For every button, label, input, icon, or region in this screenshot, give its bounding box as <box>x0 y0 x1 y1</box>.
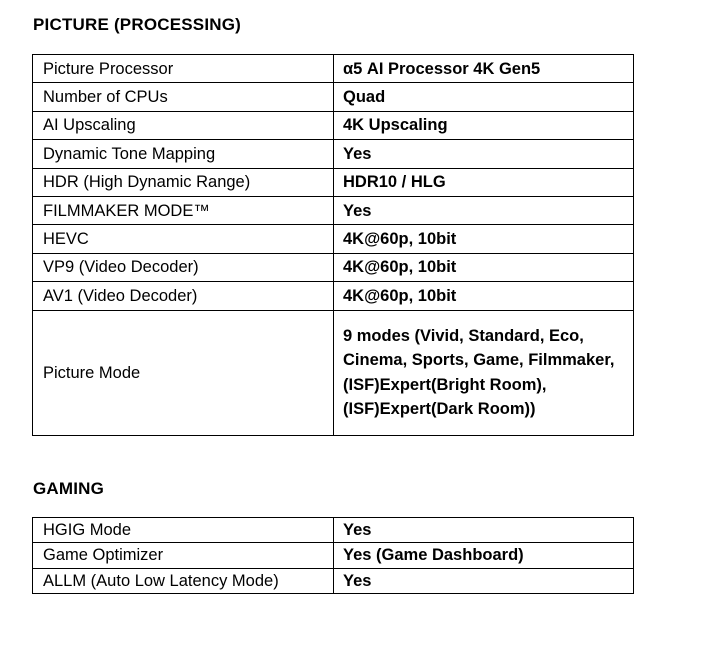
spec-value: HDR10 / HLG <box>334 168 634 196</box>
spec-label: Number of CPUs <box>33 83 334 111</box>
table-row <box>33 282 634 310</box>
spec-value: Yes <box>334 196 634 224</box>
section-heading-picture-processing: PICTURE (PROCESSING) <box>33 15 242 34</box>
table-row <box>33 225 634 253</box>
spec-value: 4K@60p, 10bit <box>334 225 634 253</box>
spec-table-picture-processing <box>32 54 634 436</box>
spec-value: 4K Upscaling <box>334 111 634 139</box>
section-heading-gaming: GAMING <box>33 479 105 498</box>
spec-value: α5 AI Processor 4K Gen5 <box>334 55 634 83</box>
spec-value: Yes <box>334 518 634 543</box>
spec-label: HDR (High Dynamic Range) <box>33 168 334 196</box>
spec-label: HGIG Mode <box>33 518 334 543</box>
spec-label: AI Upscaling <box>33 111 334 139</box>
table-row <box>33 543 634 568</box>
spec-value: Quad <box>334 83 634 111</box>
spec-label: AV1 (Video Decoder) <box>33 282 334 310</box>
table-row <box>33 518 634 543</box>
spec-label: Game Optimizer <box>33 543 334 568</box>
table-row <box>33 83 634 111</box>
spec-label: VP9 (Video Decoder) <box>33 253 334 281</box>
table-row <box>33 310 634 435</box>
spec-value: 4K@60p, 10bit <box>334 253 634 281</box>
spec-value: 4K@60p, 10bit <box>334 282 634 310</box>
table-row <box>33 140 634 168</box>
table-row <box>33 568 634 593</box>
spec-table-gaming <box>32 517 634 594</box>
spec-label: FILMMAKER MODE™ <box>33 196 334 224</box>
table-row <box>33 55 634 83</box>
spec-value: 9 modes (Vivid, Standard, Eco, Cinema, Sports, Game, Filmmaker, (ISF)Expert(Bright Room), (ISF)Expert(Dark Room)) <box>334 310 634 435</box>
spec-value: Yes (Game Dashboard) <box>334 543 634 568</box>
spec-label: Picture Processor <box>33 55 334 83</box>
spec-label: Dynamic Tone Mapping <box>33 140 334 168</box>
spec-label: Picture Mode <box>33 310 334 435</box>
table-row <box>33 196 634 224</box>
spec-label: ALLM (Auto Low Latency Mode) <box>33 568 334 593</box>
spec-value: Yes <box>334 568 634 593</box>
spec-label: HEVC <box>33 225 334 253</box>
table-row <box>33 111 634 139</box>
table-row <box>33 253 634 281</box>
spec-value: Yes <box>334 140 634 168</box>
table-row <box>33 168 634 196</box>
